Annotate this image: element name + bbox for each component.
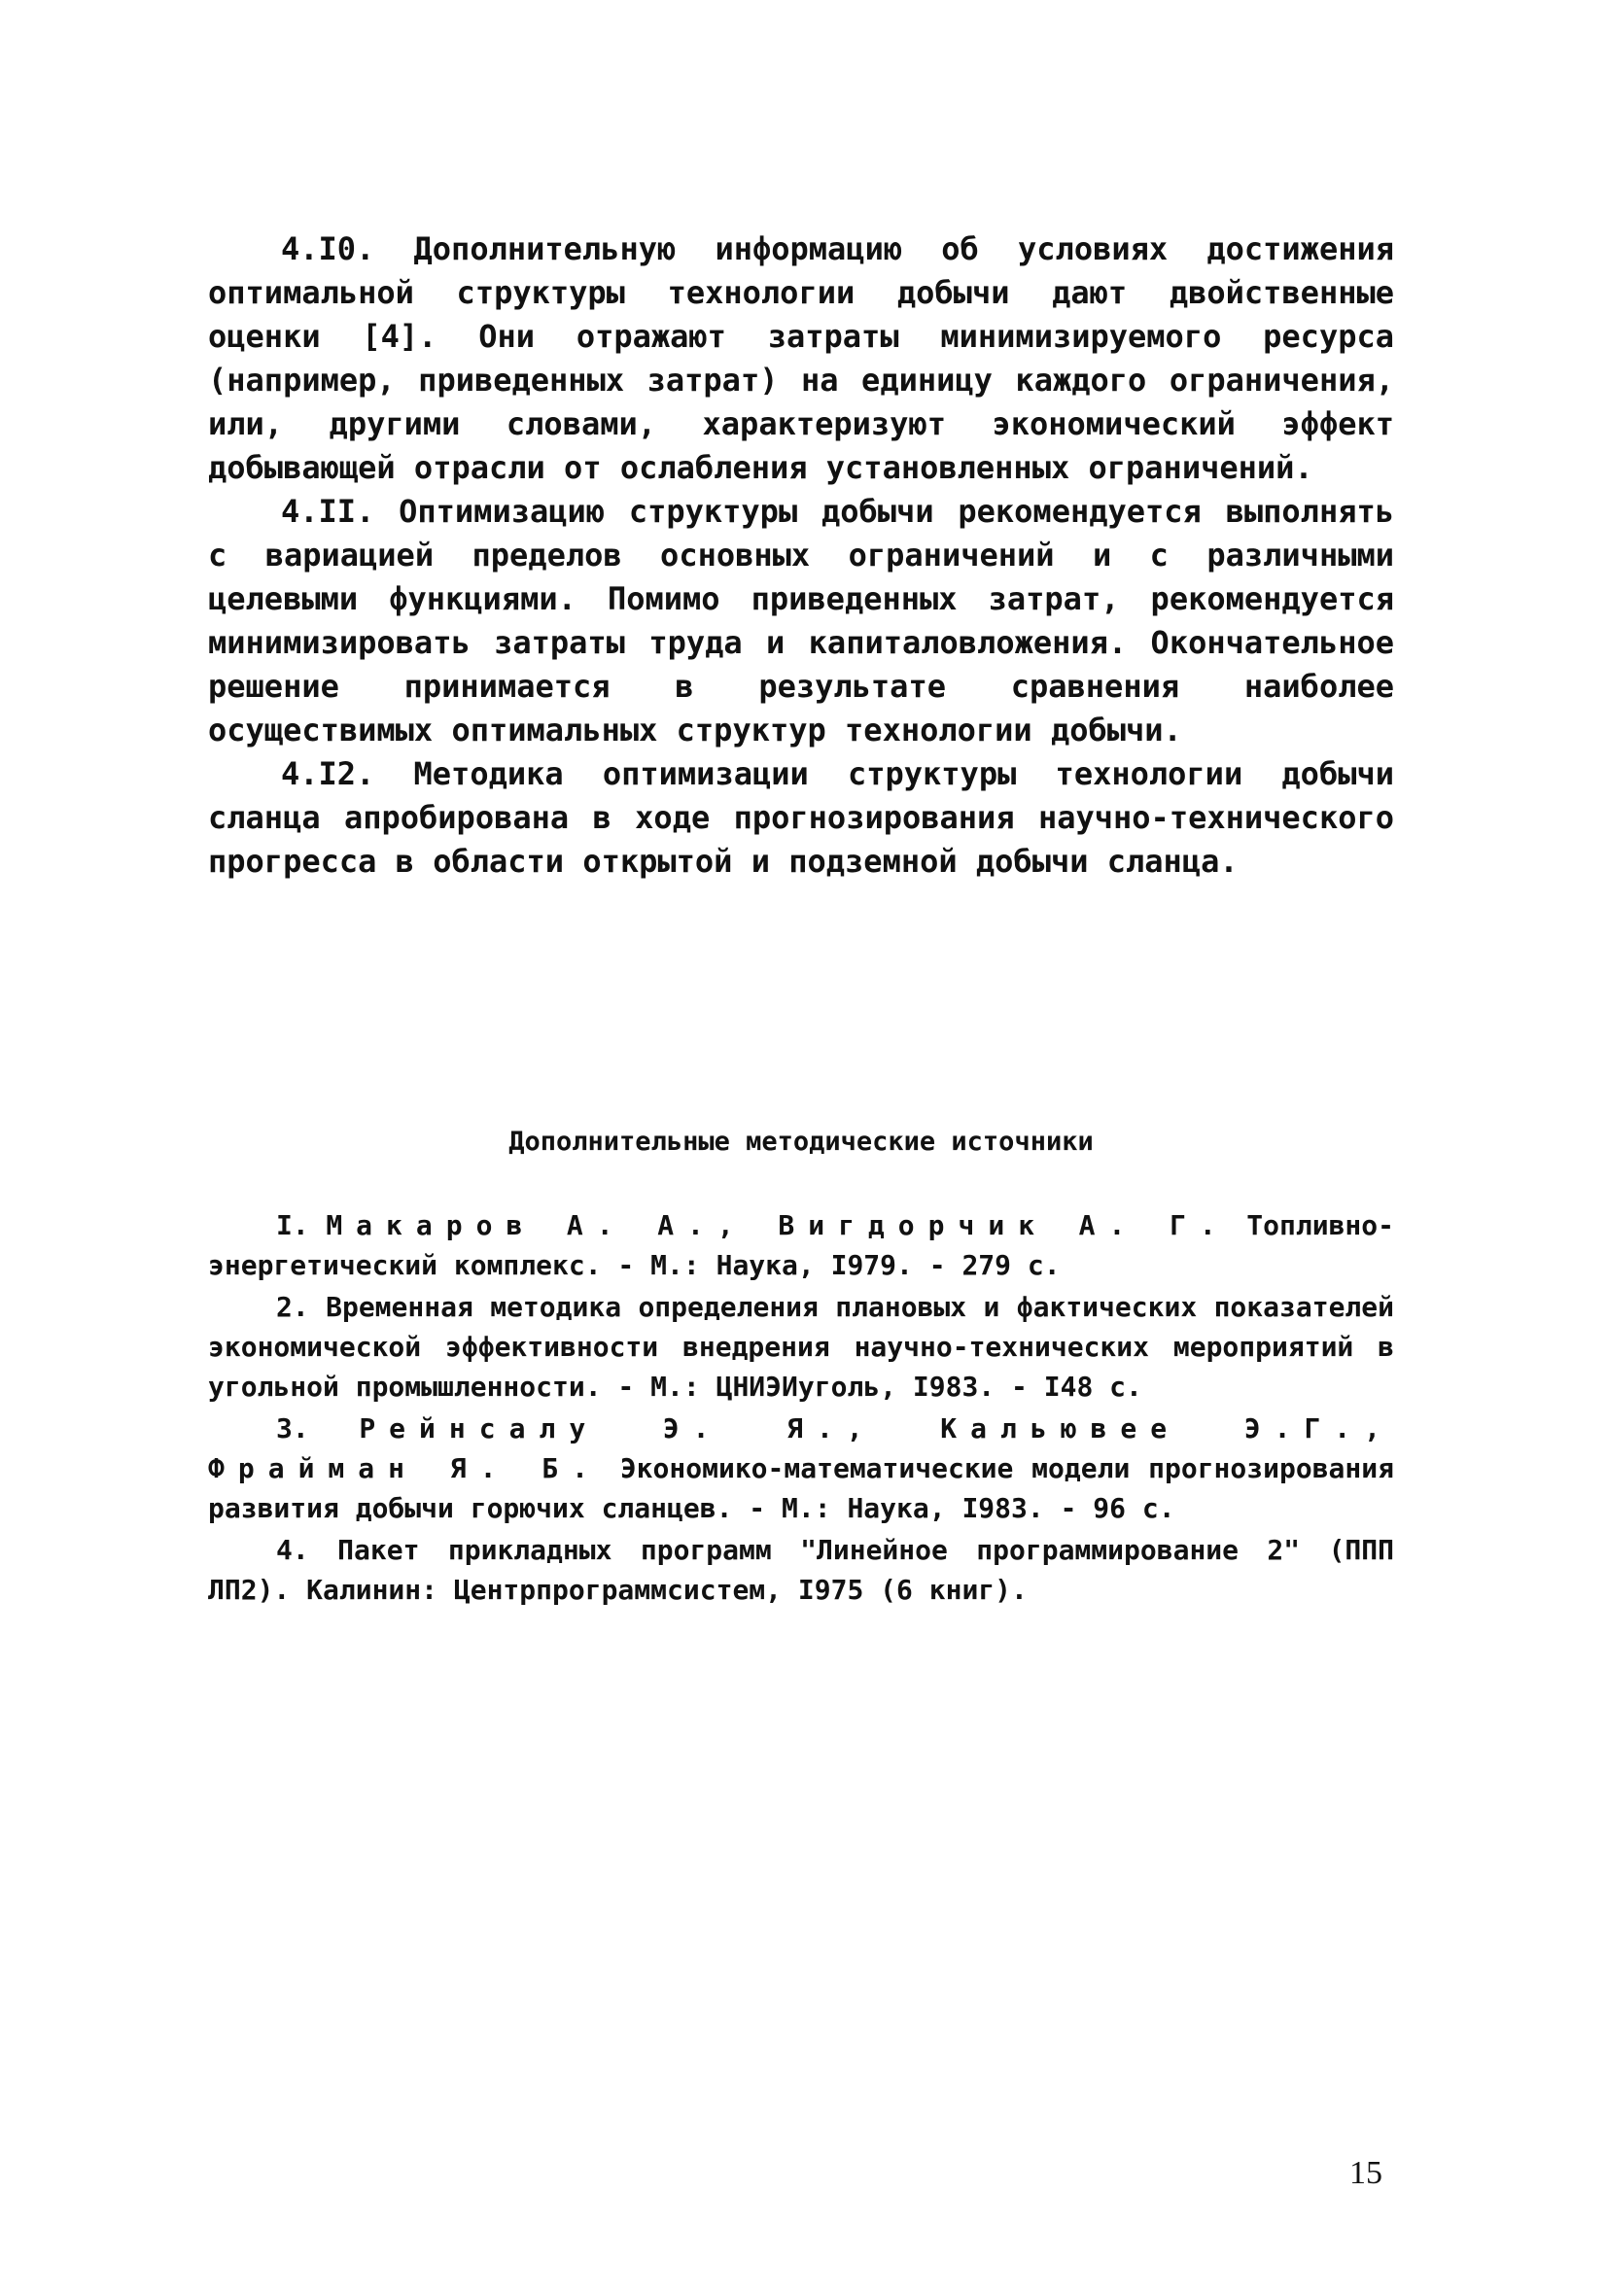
- references-heading: Дополнительные методические источники: [508, 1127, 1094, 1157]
- reference-authors: Рейнсалу Э. Я., Кальювее Э.Г., Фрайман Я. Б.: [208, 1412, 1395, 1484]
- reference-number: 4.: [276, 1534, 309, 1566]
- paragraph-4-10: 4.I0. Дополнительную информацию об условиях достижения оптимальной структуры технологии добычи дают двойственные оценки [4]. Они отражают затраты минимизируемого ресурса (например, приведенных затрат) на единицу каждого ограничения, или, другими словами, характеризуют экономический эффект добывающей отрасли от ослабления установленных ограничений.: [208, 230, 1394, 486]
- reference-item: [208, 1287, 1394, 1407]
- reference-text: Экономико-математические модели прогнозирования развития добычи горючих сланцев. - М.: Наука, I983. - 96 с.: [208, 1452, 1394, 1524]
- page-number: 15: [1349, 2155, 1382, 2191]
- references-list: [208, 1205, 1394, 1612]
- section-4-body: [208, 227, 1394, 884]
- reference-item: [208, 1205, 1394, 1285]
- reference-text: Временная методика определения плановых и фактических показателей экономической эффективности внедрения научно-технических мероприятий в угольной промышленности. - М.: ЦНИЭИуголь, I983. - I48 с.: [208, 1291, 1395, 1403]
- reference-authors: Макаров А. А., Вигдорчик А. Г.: [326, 1209, 1230, 1241]
- reference-number: 2.: [276, 1291, 309, 1323]
- reference-number: I.: [276, 1209, 309, 1241]
- reference-item: [208, 1530, 1394, 1610]
- reference-number: 3.: [276, 1412, 309, 1444]
- paragraph-4-12: 4.I2. Методика оптимизации структуры технологии добычи сланца апробирована в ходе прогнозирования научно-технического прогресса в области открытой и подземной добычи сланца.: [208, 755, 1394, 880]
- paragraph-4-11: 4.II. Оптимизацию структуры добычи рекомендуется выполнять с вариацией пределов основных ограничений и с различными целевыми функциями. Помимо приведенных затрат, рекомендуется минимизировать затраты труда и капиталовложения. Окончательное решение принимается в результате сравнения наиболее осуществимых оптимальных структур технологии добычи.: [208, 493, 1394, 748]
- reference-text: Топливно-энергетический комплекс. - М.: Наука, I979. - 279 с.: [208, 1209, 1394, 1281]
- reference-item: [208, 1409, 1394, 1528]
- reference-text: Пакет прикладных программ "Линейное программирование 2" (ППП ЛП2). Калинин: Центрпрограммсистем, I975 (6 книг).: [208, 1534, 1395, 1606]
